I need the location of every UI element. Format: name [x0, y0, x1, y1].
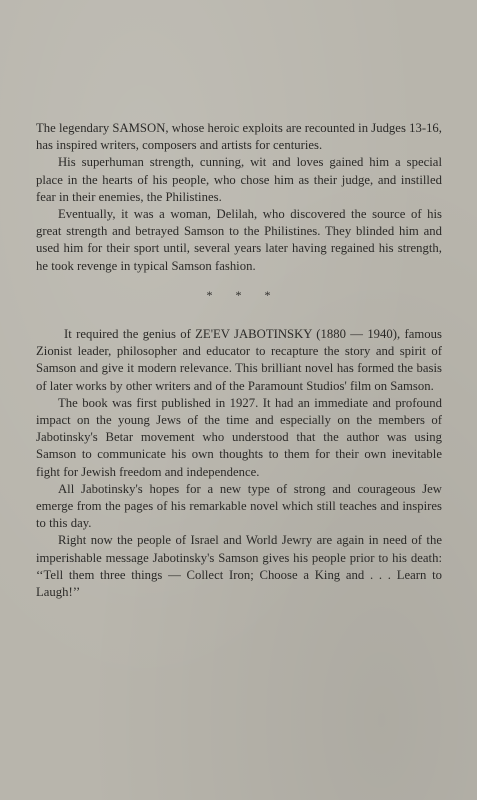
intro-section [36, 120, 442, 275]
jabotinsky-paragraph-4: Right now the people of Israel and World Jewry are again in need of the imperishable message Jabotinsky's Samson gives his people prior to his death: ‘‘Tell them three things — Collect Iron; Choose a King and . . . Learn to Laugh!’’ [36, 533, 442, 600]
intro-paragraph-1: The legendary SAMSON, whose heroic exploits are recounted in Judges 13-16, has inspired writers, composers and artists for centuries. [36, 121, 442, 153]
jabotinsky-paragraph-3: All Jabotinsky's hopes for a new type of strong and courageous Jew emerge from the pages of his remarkable novel which still teaches and inspires to this day. [36, 481, 442, 531]
jabotinsky-section [36, 326, 442, 601]
intro-paragraph-2: His superhuman strength, cunning, wit and loves gained him a special place in the hearts of his people, who chose him as their judge, and instilled fear in their enemies, the Philistines. [36, 155, 442, 204]
section-separator: * * * [206, 288, 281, 302]
jabotinsky-paragraph-1: It required the genius of ZE'EV JABOTINSKY (1880 — 1940), famous Zionist leader, philosopher and educator to recapture the story and spirit of Samson and give it modern relevance. This brilliant novel has formed the basis of later works by other writers and of the Paramount Studios' film on Samson. [36, 327, 442, 393]
intro-paragraph-3: Eventually, it was a woman, Delilah, who discovered the source of his great strength and betrayed Samson to the Philistines. They blinded him and used him for their sport until, several years later having regained his strength, he took revenge in typical Samson fashion. [36, 207, 442, 273]
jabotinsky-paragraph-2: The book was first published in 1927. It had an immediate and profound impact on the young Jews of the time and especially on the members of Jabotinsky's Betar movement who understood that the author was using Samson to communicate his own thoughts to them for their own inevitable fight for Jewish freedom and independence. [36, 395, 442, 479]
